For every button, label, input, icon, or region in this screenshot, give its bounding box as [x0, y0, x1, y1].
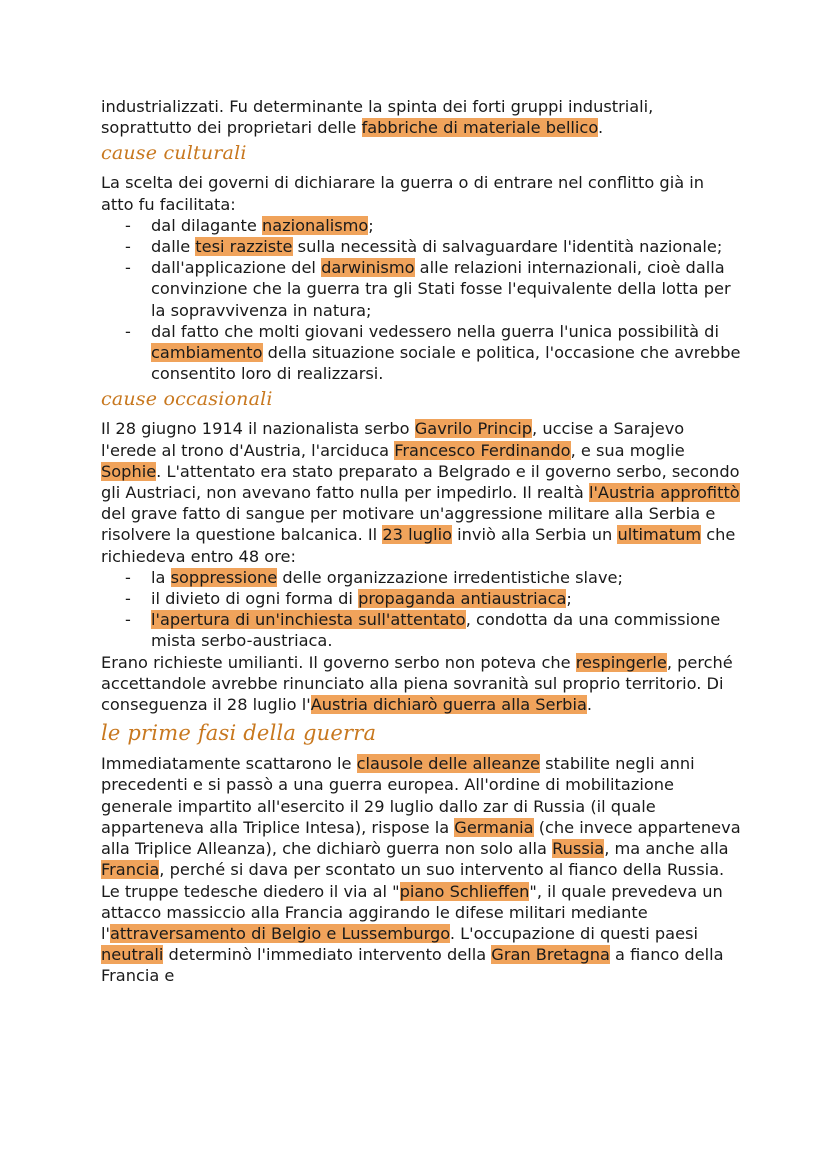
- highlight: cambiamento: [151, 343, 263, 363]
- highlight: respingerle: [575, 652, 667, 672]
- list-item: - dal dilagante nazionalismo;: [125, 215, 374, 235]
- highlight: Germania: [454, 817, 534, 837]
- highlight: propaganda antiaustriaca: [358, 589, 567, 609]
- occasionali-paragraph: Il 28 giugno 1914 il nazionalista serbo Gavrilo Princip, uccise a Sarajevo l'erede al trono d'Austria, l'arciduca Francesco Ferdinando, e sua moglie Sophie. L'attentato era stato preparato a Belgrado e il governo serbo, secondo gli Austriaci, non avevano fatto nulla per impedirlo. Il realtà l'Austria approfittò del grave fatto di sangue per motivare un'aggressione militare alla Serbia e risolvere la questione balcanica. Il 23 luglio inviò alla Serbia un ultimatum che richiedeva entro 48 ore:: [101, 419, 740, 566]
- highlight: l'apertura di un'inchiesta sull'attentato: [151, 610, 466, 630]
- dash-bullet: -: [125, 567, 131, 587]
- highlight: clausole delle alleanze: [356, 754, 541, 774]
- highlight: soppressione: [170, 567, 278, 587]
- dash-bullet: -: [125, 589, 131, 609]
- dash-bullet: -: [125, 237, 131, 257]
- highlight: Gran Bretagna: [491, 945, 610, 965]
- culturali-lead: La scelta dei governi di dichiarare la guerra o di entrare nel conflitto già in atto fu facilitata:: [101, 173, 705, 214]
- highlight: darwinismo: [321, 258, 415, 278]
- highlight: Francia: [101, 860, 160, 880]
- heading-cause-occasionali: cause occasionali: [101, 388, 273, 411]
- dash-bullet: -: [125, 321, 131, 341]
- occasionali-list: [101, 567, 741, 652]
- highlight: attraversamento di Belgio e Lussemburgo: [109, 923, 450, 943]
- highlight: ultimatum: [617, 525, 702, 545]
- heading-cause-culturali: cause culturali: [101, 142, 247, 165]
- document-page: [101, 96, 741, 987]
- highlight: Austria dichiarò guerra alla Serbia: [310, 695, 587, 715]
- list-item: - il divieto di ogni forma di propaganda antiaustriaca;: [125, 589, 572, 609]
- highlight: neutrali: [101, 945, 164, 965]
- highlight: nazionalismo: [261, 215, 369, 235]
- highlight: piano Schlieffen: [399, 881, 530, 901]
- highlight: fabbriche di materiale bellico: [361, 118, 598, 138]
- highlight: Francesco Ferdinando: [394, 440, 571, 460]
- list-item: - la soppressione delle organizzazione irredentistiche slave;: [125, 567, 623, 587]
- prime-fasi-paragraph: Immediatamente scattarono le clausole delle alleanze stabilite negli anni precedenti e si passò a una guerra europea. All'ordine di mobilitazione generale impartito all'esercito il 29 luglio dallo zar di Russia (il quale apparteneva alla Triplice Intesa), rispose la Germania (che invece apparteneva alla Triplice Alleanza), che dichiarò guerra non solo alla Russia, ma anche alla Francia, perché si dava per scontato un suo intervento al fianco della Russia. Le truppe tedesche diedero il via al "piano Schlieffen", il quale prevedeva un attacco massiccio alla Francia aggirando le difese militari mediante l'attraversamento di Belgio e Lussemburgo. L'occupazione di questi paesi neutrali determinò l'immediato intervento della Gran Bretagna a fianco della Francia e: [101, 754, 741, 986]
- list-item: - dal fatto che molti giovani vedessero nella guerra l'unica possibilità di cambiamento della situazione sociale e politica, l'occasione che avrebbe consentito loro di realizzarsi.: [125, 321, 741, 384]
- heading-prime-fasi: le prime fasi della guerra: [101, 721, 377, 746]
- highlight: l'Austria approfittò: [588, 483, 740, 503]
- dash-bullet: -: [125, 215, 131, 235]
- highlight: Russia: [552, 839, 605, 859]
- dash-bullet: -: [125, 258, 131, 278]
- highlight: tesi razziste: [195, 237, 293, 257]
- highlight: 23 luglio: [382, 525, 453, 545]
- occasionali-paragraph-2: Erano richieste umilianti. Il governo serbo non poteva che respingerle, perché accettandole avrebbe rinunciato alla piena sovranità sul proprio territorio. Di conseguenza il 28 luglio l'Austria dichiarò guerra alla Serbia.: [101, 652, 733, 715]
- highlight: Sophie: [101, 461, 157, 481]
- list-item: - dalle tesi razziste sulla necessità di salvaguardare l'identità nazionale;: [125, 237, 723, 257]
- highlight: Gavrilo Princip: [414, 419, 533, 439]
- intro-paragraph: industrializzati. Fu determinante la spinta dei forti gruppi industriali, soprattutto dei proprietari delle fabbriche di materiale bellico.: [101, 97, 654, 138]
- list-item: - dall'applicazione del darwinismo alle relazioni internazionali, cioè dalla convinzione che la guerra tra gli Stati fosse l'equivalente della lotta per la sopravvivenza in natura;: [125, 258, 731, 320]
- list-item: - l'apertura di un'inchiesta sull'attentato, condotta da una commissione mista serbo-austriaca.: [125, 610, 721, 651]
- dash-bullet: -: [125, 610, 131, 630]
- culturali-list: [101, 215, 741, 385]
